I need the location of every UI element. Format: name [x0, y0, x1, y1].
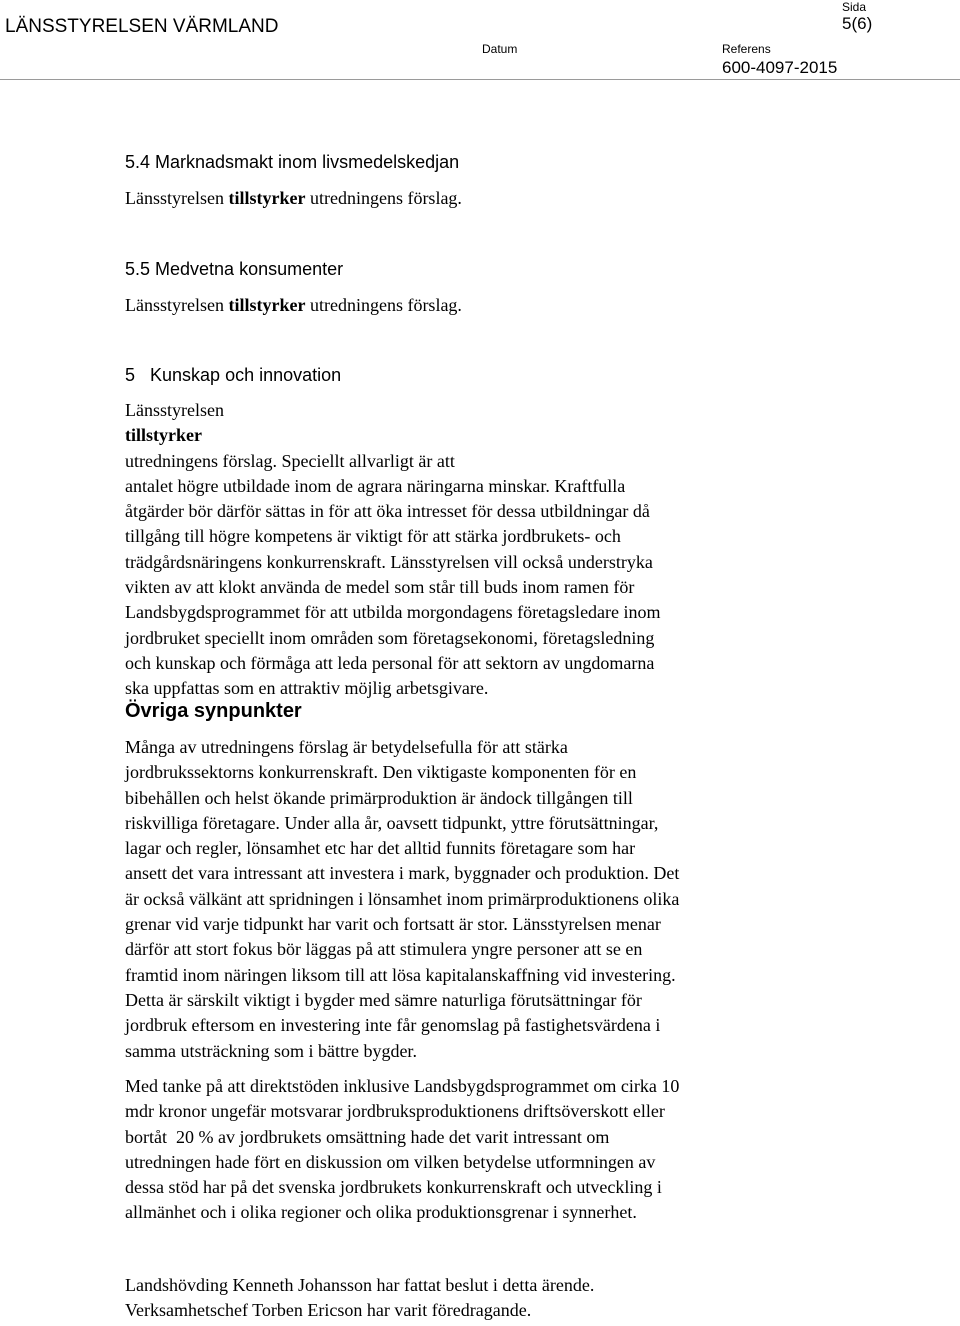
- paragraph-line: jordbruk eftersom en investering inte får genomslag på fastighetsvärdena i: [125, 1015, 661, 1036]
- other-remarks-paragraph-1: [125, 735, 825, 1064]
- other-remarks-paragraph-2: [125, 1074, 825, 1226]
- paragraph-line: dessa stöd har på det svenska jordbrukets konkurrenskraft och utveckling i: [125, 1177, 662, 1198]
- paragraph-line: antalet högre utbildade inom de agrara näringarna minskar. Kraftfulla: [125, 475, 626, 496]
- section-5-5-statement: Länsstyrelsen tillstyrker utredningens förslag.: [125, 295, 462, 315]
- reference-number: 600-4097-2015: [722, 58, 838, 77]
- reference-label: Referens: [722, 42, 771, 56]
- section-5-4-title: 5.4 Marknadsmakt inom livsmedelskedjan: [125, 152, 460, 172]
- paragraph-line: tillgång till högre kompetens är viktigt för att stärka jordbrukets- och: [125, 526, 621, 547]
- section-5-5-title: 5.5 Medvetna konsumenter: [125, 259, 344, 279]
- paragraph-line: trädgårdsnäringens konkurrenskraft. Länsstyrelsen vill också understryka: [125, 551, 653, 572]
- other-remarks-heading: Övriga synpunkter: [125, 700, 302, 722]
- paragraph-line: riskvilliga företagare. Under alla år, oavsett tidpunkt, yttre förutsättningar,: [125, 812, 659, 833]
- paragraph-line: Landsbygdsprogrammet för att utbilda morgondagens företagsledare inom: [125, 602, 661, 623]
- paragraph-line: Detta är särskilt viktigt i bygder med sämre naturliga förutsättningar för: [125, 989, 642, 1010]
- header-divider: [0, 79, 960, 80]
- decision-line: Verksamhetschef Torben Ericson har varit föredragande.: [125, 1300, 532, 1321]
- paragraph-line: Många av utredningens förslag är betydelsefulla för att stärka: [125, 737, 568, 757]
- section-5-4-statement: Länsstyrelsen tillstyrker utredningens förslag.: [125, 188, 462, 208]
- paragraph-line: Med tanke på att direktstöden inklusive Landsbygdsprogrammet om cirka 10: [125, 1076, 680, 1096]
- paragraph-line: mdr kronor ungefär motsvarar jordbruksproduktionens driftsöverskott eller: [125, 1101, 665, 1122]
- paragraph-line: grenar vid varje tidpunkt har varit och fortsatt är stor. Länsstyrelsen menar: [125, 914, 661, 935]
- section-5-title: 5 Kunskap och innovation: [125, 365, 342, 385]
- paragraph-line: allmänhet och i olika regioner och olika produktionsgrenar i synnerhet.: [125, 1202, 637, 1223]
- paragraph-line: jordbrukssektorns konkurrenskraft. Den viktigaste komponenten för en: [125, 762, 637, 783]
- paragraph-line: därför att stort fokus bör läggas på att stimulera yngre personer att se en: [125, 939, 643, 960]
- paragraph-line: Länsstyrelsen tillstyrker utredningens förslag. Speciellt allvarligt är att: [125, 400, 455, 471]
- page-number: 5(6): [842, 14, 873, 33]
- paragraph-line: ansett det vara intressant att investera i mark, byggnader och produktion. Det: [125, 863, 680, 884]
- decision-line: Landshövding Kenneth Johansson har fattat beslut i detta ärende.: [125, 1275, 595, 1295]
- paragraph-line: jordbruket speciellt inom områden som företagsekonomi, företagsledning: [125, 627, 655, 648]
- paragraph-line: bibehållen och helst ökande primärproduktion är ändock tillgången till: [125, 787, 633, 808]
- paragraph-line: ska uppfattas som en attraktiv möjlig arbetsgivare.: [125, 678, 489, 699]
- paragraph-line: samma utsträckning som i bättre bygder.: [125, 1040, 417, 1061]
- paragraph-line: utredningen hade fört en diskussion om vilken betydelse utformningen av: [125, 1151, 656, 1172]
- paragraph-line: framtid inom näringen liksom till att lösa kapitalanskaffning vid investering.: [125, 964, 676, 985]
- paragraph-line: bortåt 20 % av jordbrukets omsättning hade det varit intressant om: [125, 1126, 610, 1147]
- paragraph-line: åtgärder bör därför sättas in för att öka intresset för dessa utbildningar då: [125, 501, 650, 522]
- section-5-paragraph: [125, 398, 825, 702]
- paragraph-line: och kunskap och förmåga att leda personal för att sektorn av ungdomarna: [125, 652, 655, 673]
- organization-name: LÄNSSTYRELSEN VÄRMLAND: [5, 16, 279, 37]
- date-label: Datum: [482, 42, 518, 56]
- paragraph-line: vikten av att klokt använda de medel som står till buds inom ramen för: [125, 577, 635, 598]
- page-label: Sida: [842, 0, 867, 14]
- paragraph-line: är också välkänt att spridningen i lönsamhet inom primärproduktionens olika: [125, 888, 680, 909]
- paragraph-line: lagar och regler, lönsamhet etc har det alltid funnits företagare som har: [125, 838, 636, 859]
- decision-signature: [125, 1273, 825, 1324]
